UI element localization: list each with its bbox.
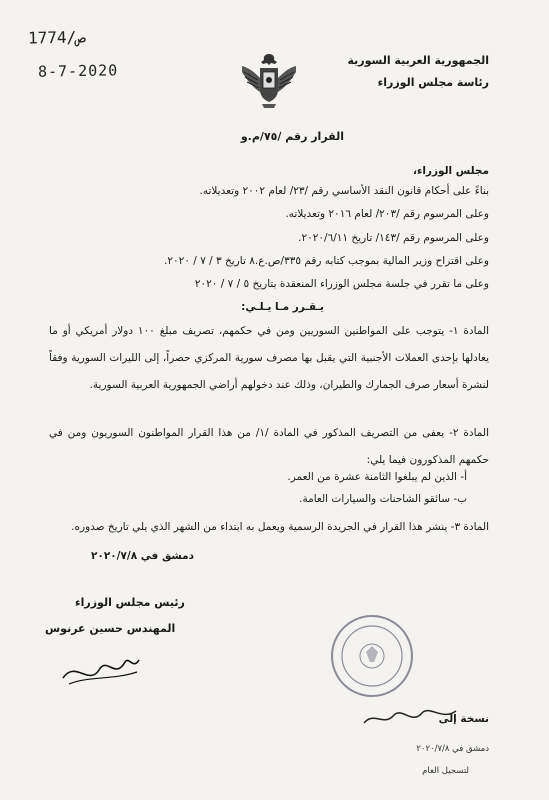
prime-ministry-name: رئاسة مجلس الوزراء bbox=[377, 76, 489, 89]
footer-date: دمشق في ٢٠٢٠/٧/٨ bbox=[416, 744, 489, 754]
handwritten-signature-icon bbox=[55, 640, 145, 690]
letterhead bbox=[347, 50, 489, 94]
handwritten-annotation-icon bbox=[360, 703, 470, 733]
decides-heading: يـقـرر مـا يـلـي: bbox=[241, 301, 324, 313]
article-3: المادة ٣- ينشر هذا القرار في الجريدة الرسمية ويعمل به ابتداء من الشهر الذي يلي تاريخ صدوره. bbox=[71, 521, 489, 533]
signatory-name: المهندس حسين عرنوس bbox=[45, 622, 176, 635]
council-heading: مجلس الوزراء، bbox=[412, 165, 489, 177]
place-and-date: دمشق في ٢٠٢٠/٧/٨ bbox=[91, 550, 194, 562]
republic-name: الجمهورية العربية السورية bbox=[347, 54, 489, 67]
article-2-item-b: ب- سائقو الشاحنات والسيارات العامة. bbox=[299, 493, 467, 505]
footer-registration-note: لتسجيل العام bbox=[422, 766, 469, 776]
preamble-line: وعلى المرسوم رقم /١٤٣/ تاريخ ٢٠٢٠/٦/١١. bbox=[298, 232, 489, 244]
preamble-line: وعلى اقتراح وزير المالية بموجب كتابه رقم ٣٣٥/ص.ع.٨ تاريخ ٣ / ٧ / ٢٠٢٠. bbox=[164, 255, 489, 267]
copy-to-label: نسخة إلى bbox=[438, 713, 489, 725]
syrian-eagle-emblem-icon bbox=[236, 48, 302, 114]
article-2-item-a: أ- الذين لم يبلغوا الثامنة عشرة من العمر. bbox=[287, 471, 467, 483]
handwritten-date: 8-7-2020 bbox=[37, 61, 119, 81]
decree-number: القرار رقم /٧٥/م.و bbox=[240, 130, 344, 143]
article-2: المادة ٢- يعفى من التصريف المذكور في المادة /١/ من هذا القرار المواطنون السوريون ومن في حكمهم المذكورون فيما يلي: bbox=[49, 427, 489, 466]
official-round-stamp-icon bbox=[328, 612, 416, 700]
article-1: المادة ١- يتوجب على المواطنين السوريين ومن في حكمهم، تصريف مبلغ ١٠٠ دولار أمريكي أو ما يعادلها بإحدى العملات الأجنبية التي يقبل بها مصرف سورية المركزي حصراً، إلى الليرات السورية وفقاً لنشرة أسعار صرف الجمارك والطيران، وذلك عند دخولهم أراضي الجمهورية العربية السورية. bbox=[49, 325, 489, 391]
preamble-line: وعلى ما تقرر في جلسة مجلس الوزراء المنعقدة بتاريخ ٥ / ٧ / ٢٠٢٠ bbox=[194, 278, 489, 290]
preamble-line: بناءً على أحكام قانون النقد الأساسي رقم /٢٣/ لعام ٢٠٠٢ وتعديلاته. bbox=[199, 185, 489, 197]
signatory-title: رئيس مجلس الوزراء bbox=[75, 596, 185, 609]
handwritten-reference-number: 1774/ص bbox=[27, 27, 86, 48]
preamble-line: وعلى المرسوم رقم /٢٠٣/ لعام ٢٠١٦ وتعديلاته. bbox=[285, 208, 489, 220]
